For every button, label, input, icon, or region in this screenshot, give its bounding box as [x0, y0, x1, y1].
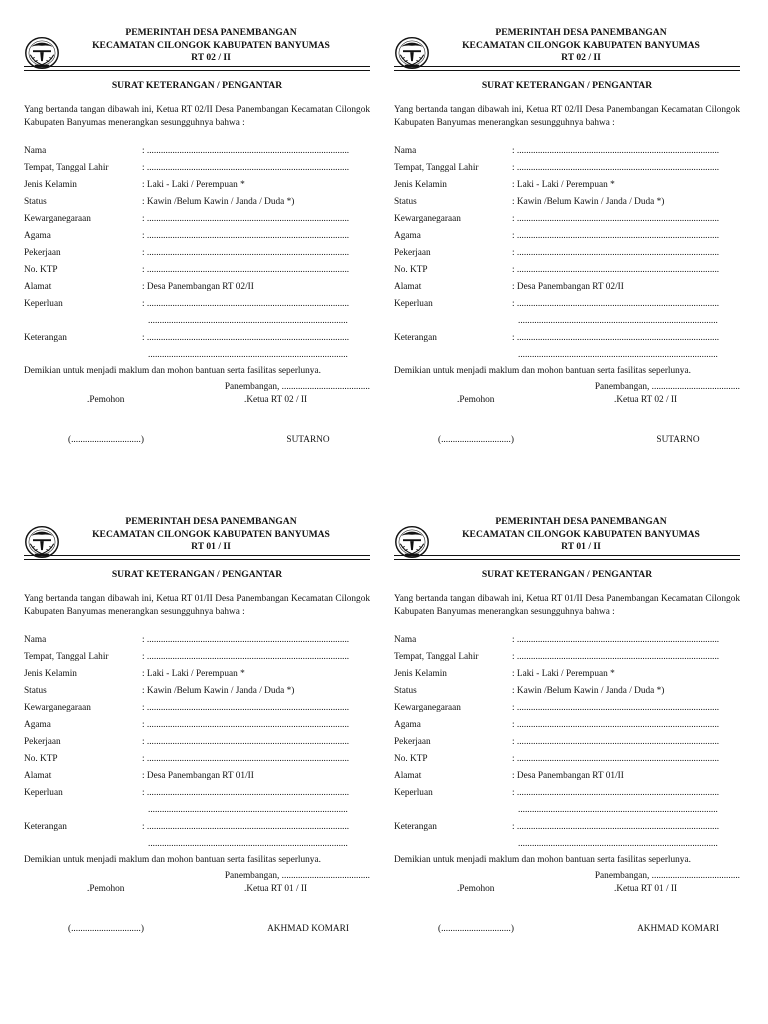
- field-label: Kewarganegaraan: [394, 703, 461, 713]
- field-row-status: [24, 195, 370, 210]
- field-blank: : .......................................................................................: [512, 299, 720, 309]
- field-row-jenis-kelamin: [394, 667, 740, 682]
- field-label: Keperluan: [394, 299, 433, 309]
- field-blank: : .......................................................................................: [512, 822, 720, 832]
- field-blank: : .......................................................................................: [512, 635, 720, 645]
- field-row-nama: [24, 144, 370, 159]
- letterhead-rt: RT 01 / II: [561, 541, 601, 552]
- field-blank: : .......................................................................................: [512, 248, 720, 258]
- field-label: Tempat, Tanggal Lahir: [24, 652, 109, 662]
- field-blank: : .......................................................................................: [142, 635, 350, 645]
- field-value: : Laki - Laki / Perempuan *: [142, 669, 245, 679]
- field-label: Agama: [24, 231, 51, 241]
- field-label: Alamat: [394, 282, 422, 292]
- field-row-tempat-tanggal-lahir: [24, 161, 370, 176]
- field-label: Kewarganegaraan: [24, 214, 91, 224]
- ketua-rt-label: .Ketua RT 01 / II: [244, 884, 308, 894]
- field-label: Alamat: [24, 771, 52, 781]
- letterhead-rule-thin: [24, 559, 370, 560]
- field-row-keterangan: [394, 820, 740, 835]
- field-row-pekerjaan: [24, 735, 370, 750]
- ketua-rt-name: AKHMAD KOMARI: [637, 924, 719, 934]
- field-label: Tempat, Tanggal Lahir: [24, 163, 109, 173]
- field-blank: : .......................................................................................: [512, 265, 720, 275]
- field-row-no-ktp: [394, 752, 740, 767]
- field-row-keterangan: [24, 331, 370, 346]
- letter-form: [394, 27, 740, 507]
- place-date: Panembangan, ......................................: [224, 871, 370, 881]
- field-row-keperluan: [24, 297, 370, 312]
- pemohon-label: .Pemohon: [87, 884, 125, 894]
- field-row-status: [394, 195, 740, 210]
- letter-title: SURAT KETERANGAN / PENGANTAR: [111, 80, 283, 91]
- field-value: : Kawin /Belum Kawin / Janda / Duda *): [512, 197, 665, 207]
- letterhead: [52, 516, 370, 554]
- field-row-alamat: [24, 769, 370, 784]
- field-blank: ......................................................................................: [148, 839, 348, 849]
- field-label: Jenis Kelamin: [394, 180, 447, 190]
- field-row-agama: [24, 229, 370, 244]
- field-row-alamat: [394, 769, 740, 784]
- field-blank: : .......................................................................................: [512, 163, 720, 173]
- field-blank: : .......................................................................................: [512, 703, 720, 713]
- field-label: Agama: [394, 720, 421, 730]
- field-label: Kewarganegaraan: [394, 214, 461, 224]
- field-label: Tempat, Tanggal Lahir: [394, 163, 479, 173]
- field-blank: : .......................................................................................: [512, 754, 720, 764]
- field-blank: ......................................................................................: [518, 839, 718, 849]
- letterhead-government: PEMERINTAH DESA PANEMBANGAN: [495, 516, 667, 527]
- letter-form: [24, 27, 370, 507]
- field-blank: : .......................................................................................: [142, 333, 350, 343]
- field-blank: : .......................................................................................: [512, 333, 720, 343]
- field-row-kewarganegaraan: [24, 212, 370, 227]
- field-row-tempat-tanggal-lahir: [394, 161, 740, 176]
- letterhead: [52, 27, 370, 65]
- letterhead-rule-thick: [24, 66, 370, 67]
- field-label: No. KTP: [394, 754, 428, 764]
- field-value: : Desa Panembangan RT 01/II: [512, 771, 624, 781]
- field-blank: : .......................................................................................: [142, 720, 350, 730]
- ketua-rt-label: .Ketua RT 02 / II: [244, 395, 308, 405]
- field-row-nama: [394, 144, 740, 159]
- field-label: Nama: [394, 635, 417, 645]
- field-blank: : .......................................................................................: [142, 737, 350, 747]
- field-value: : Desa Panembangan RT 02/II: [142, 282, 254, 292]
- field-label: Status: [394, 686, 417, 696]
- field-row-keterangan-continued: [24, 837, 370, 852]
- field-label: Pekerjaan: [394, 737, 431, 747]
- field-row-status: [24, 684, 370, 699]
- field-label: Keterangan: [394, 822, 437, 832]
- pemohon-signature-blank: (..............................): [438, 435, 514, 445]
- field-label: Keperluan: [24, 788, 63, 798]
- field-row-keperluan: [24, 786, 370, 801]
- field-label: Pekerjaan: [394, 248, 431, 258]
- field-blank: ......................................................................................: [518, 316, 718, 326]
- field-row-keperluan-continued: [24, 314, 370, 329]
- field-row-agama: [394, 718, 740, 733]
- field-row-pekerjaan: [394, 246, 740, 261]
- field-label: Alamat: [24, 282, 52, 292]
- field-blank: : .......................................................................................: [512, 231, 720, 241]
- intro-paragraph: Yang bertanda tangan dibawah ini, Ketua RT 02/II Desa Panembangan Kecamatan Cilongok Kabupaten Banyumas menerangkan sesungguhnya bahwa :: [24, 105, 370, 128]
- field-label: Nama: [394, 146, 417, 156]
- field-blank: : .......................................................................................: [142, 822, 350, 832]
- field-row-agama: [394, 229, 740, 244]
- letter-title: SURAT KETERANGAN / PENGANTAR: [481, 569, 653, 580]
- field-label: Alamat: [394, 771, 422, 781]
- letterhead-district: KECAMATAN CILONGOK KABUPATEN BANYUMAS: [462, 528, 700, 540]
- field-row-agama: [24, 718, 370, 733]
- closing-statement: Demikian untuk menjadi maklum dan mohon bantuan serta fasilitas seperlunya.: [24, 366, 321, 376]
- field-blank: ......................................................................................: [148, 350, 348, 360]
- field-label: Nama: [24, 635, 47, 645]
- field-value: : Laki - Laki / Perempuan *: [512, 180, 615, 190]
- field-row-jenis-kelamin: [24, 178, 370, 193]
- field-blank: : .......................................................................................: [142, 703, 350, 713]
- field-blank: : .......................................................................................: [142, 265, 350, 275]
- field-value: : Desa Panembangan RT 01/II: [142, 771, 254, 781]
- field-row-kewarganegaraan: [394, 701, 740, 716]
- field-blank: : .......................................................................................: [142, 146, 350, 156]
- field-label: Keterangan: [394, 333, 437, 343]
- letterhead-district: KECAMATAN CILONGOK KABUPATEN BANYUMAS: [92, 39, 330, 51]
- pemohon-signature-blank: (..............................): [68, 924, 144, 934]
- field-row-keperluan-continued: [394, 803, 740, 818]
- field-row-jenis-kelamin: [394, 178, 740, 193]
- field-blank: ......................................................................................: [518, 350, 718, 360]
- field-label: Tempat, Tanggal Lahir: [394, 652, 479, 662]
- field-label: Agama: [394, 231, 421, 241]
- field-row-tempat-tanggal-lahir: [394, 650, 740, 665]
- field-row-pekerjaan: [394, 735, 740, 750]
- field-blank: : .......................................................................................: [142, 754, 350, 764]
- letterhead-government: PEMERINTAH DESA PANEMBANGAN: [125, 516, 297, 527]
- field-value: : Desa Panembangan RT 02/II: [512, 282, 624, 292]
- field-row-no-ktp: [24, 263, 370, 278]
- letterhead: [422, 27, 740, 65]
- letterhead-government: PEMERINTAH DESA PANEMBANGAN: [495, 27, 667, 38]
- field-row-kewarganegaraan: [24, 701, 370, 716]
- field-row-keperluan: [394, 297, 740, 312]
- field-blank: : .......................................................................................: [142, 652, 350, 662]
- ketua-rt-name: SUTARNO: [286, 435, 330, 445]
- field-row-keperluan: [394, 786, 740, 801]
- ketua-rt-name: AKHMAD KOMARI: [267, 924, 349, 934]
- intro-paragraph: Yang bertanda tangan dibawah ini, Ketua RT 01/II Desa Panembangan Kecamatan Cilongok Kabupaten Banyumas menerangkan sesungguhnya bahwa :: [24, 594, 370, 617]
- ketua-rt-name: SUTARNO: [656, 435, 700, 445]
- field-row-alamat: [24, 280, 370, 295]
- field-row-keterangan-continued: [394, 837, 740, 852]
- letterhead-rt: RT 01 / II: [191, 541, 231, 552]
- field-blank: ......................................................................................: [518, 805, 718, 815]
- field-blank: : .......................................................................................: [512, 214, 720, 224]
- field-value: : Laki - Laki / Perempuan *: [142, 180, 245, 190]
- field-label: Keterangan: [24, 822, 67, 832]
- pemohon-label: .Pemohon: [87, 395, 125, 405]
- letterhead: [422, 516, 740, 554]
- pemohon-label: .Pemohon: [457, 884, 495, 894]
- field-label: Status: [24, 686, 47, 696]
- intro-paragraph: Yang bertanda tangan dibawah ini, Ketua RT 01/II Desa Panembangan Kecamatan Cilongok Kabupaten Banyumas menerangkan sesungguhnya bahwa :: [394, 594, 740, 617]
- ketua-rt-label: .Ketua RT 01 / II: [614, 884, 678, 894]
- field-blank: : .......................................................................................: [512, 788, 720, 798]
- letter-title: SURAT KETERANGAN / PENGANTAR: [481, 80, 653, 91]
- field-label: Nama: [24, 146, 47, 156]
- field-row-status: [394, 684, 740, 699]
- field-row-no-ktp: [394, 263, 740, 278]
- field-label: No. KTP: [24, 754, 58, 764]
- letterhead-government: PEMERINTAH DESA PANEMBANGAN: [125, 27, 297, 38]
- field-value: : Kawin /Belum Kawin / Janda / Duda *): [512, 686, 665, 696]
- field-row-alamat: [394, 280, 740, 295]
- field-label: Pekerjaan: [24, 248, 61, 258]
- field-blank: : .......................................................................................: [142, 299, 350, 309]
- field-value: : Kawin /Belum Kawin / Janda / Duda *): [142, 686, 295, 696]
- field-label: Jenis Kelamin: [24, 180, 77, 190]
- field-row-tempat-tanggal-lahir: [24, 650, 370, 665]
- field-label: Keperluan: [24, 299, 63, 309]
- pemohon-signature-blank: (..............................): [68, 435, 144, 445]
- field-value: : Kawin /Belum Kawin / Janda / Duda *): [142, 197, 295, 207]
- letter-title: SURAT KETERANGAN / PENGANTAR: [111, 569, 283, 580]
- field-blank: : .......................................................................................: [512, 652, 720, 662]
- field-row-nama: [24, 633, 370, 648]
- field-label: Keterangan: [24, 333, 67, 343]
- field-blank: ......................................................................................: [148, 805, 348, 815]
- letterhead-rule-thin: [394, 559, 740, 560]
- field-blank: : .......................................................................................: [142, 788, 350, 798]
- field-row-keterangan: [24, 820, 370, 835]
- field-row-nama: [394, 633, 740, 648]
- letter-form: [24, 516, 370, 996]
- closing-statement: Demikian untuk menjadi maklum dan mohon bantuan serta fasilitas seperlunya.: [24, 855, 321, 865]
- field-row-jenis-kelamin: [24, 667, 370, 682]
- field-blank: : .......................................................................................: [512, 737, 720, 747]
- field-label: Pekerjaan: [24, 737, 61, 747]
- field-label: Agama: [24, 720, 51, 730]
- pemohon-label: .Pemohon: [457, 395, 495, 405]
- field-label: Keperluan: [394, 788, 433, 798]
- letterhead-rule-thin: [394, 70, 740, 71]
- letterhead-rule-thick: [394, 555, 740, 556]
- closing-statement: Demikian untuk menjadi maklum dan mohon bantuan serta fasilitas seperlunya.: [394, 366, 691, 376]
- field-row-keperluan-continued: [394, 314, 740, 329]
- field-label: No. KTP: [24, 265, 58, 275]
- field-row-keperluan-continued: [24, 803, 370, 818]
- field-blank: : .......................................................................................: [512, 720, 720, 730]
- letterhead-district: KECAMATAN CILONGOK KABUPATEN BANYUMAS: [462, 39, 700, 51]
- letterhead-rule-thick: [24, 555, 370, 556]
- field-label: No. KTP: [394, 265, 428, 275]
- pemohon-signature-blank: (..............................): [438, 924, 514, 934]
- field-row-no-ktp: [24, 752, 370, 767]
- field-row-pekerjaan: [24, 246, 370, 261]
- field-label: Status: [24, 197, 47, 207]
- field-blank: : .......................................................................................: [142, 231, 350, 241]
- place-date: Panembangan, ......................................: [594, 382, 740, 392]
- field-label: Kewarganegaraan: [24, 703, 91, 713]
- field-blank: : .......................................................................................: [142, 163, 350, 173]
- ketua-rt-label: .Ketua RT 02 / II: [614, 395, 678, 405]
- letter-form: [394, 516, 740, 996]
- field-row-keterangan: [394, 331, 740, 346]
- place-date: Panembangan, ......................................: [224, 382, 370, 392]
- letterhead-rule-thick: [394, 66, 740, 67]
- field-row-keterangan-continued: [394, 348, 740, 363]
- field-blank: : .......................................................................................: [512, 146, 720, 156]
- letterhead-rt: RT 02 / II: [561, 52, 601, 63]
- field-label: Jenis Kelamin: [394, 669, 447, 679]
- field-row-kewarganegaraan: [394, 212, 740, 227]
- place-date: Panembangan, ......................................: [594, 871, 740, 881]
- intro-paragraph: Yang bertanda tangan dibawah ini, Ketua RT 02/II Desa Panembangan Kecamatan Cilongok Kabupaten Banyumas menerangkan sesungguhnya bahwa :: [394, 105, 740, 128]
- letterhead-district: KECAMATAN CILONGOK KABUPATEN BANYUMAS: [92, 528, 330, 540]
- field-blank: : .......................................................................................: [142, 214, 350, 224]
- field-blank: ......................................................................................: [148, 316, 348, 326]
- field-row-keterangan-continued: [24, 348, 370, 363]
- closing-statement: Demikian untuk menjadi maklum dan mohon bantuan serta fasilitas seperlunya.: [394, 855, 691, 865]
- field-value: : Laki - Laki / Perempuan *: [512, 669, 615, 679]
- letterhead-rule-thin: [24, 70, 370, 71]
- field-blank: : .......................................................................................: [142, 248, 350, 258]
- letterhead-rt: RT 02 / II: [191, 52, 231, 63]
- field-label: Status: [394, 197, 417, 207]
- field-label: Jenis Kelamin: [24, 669, 77, 679]
